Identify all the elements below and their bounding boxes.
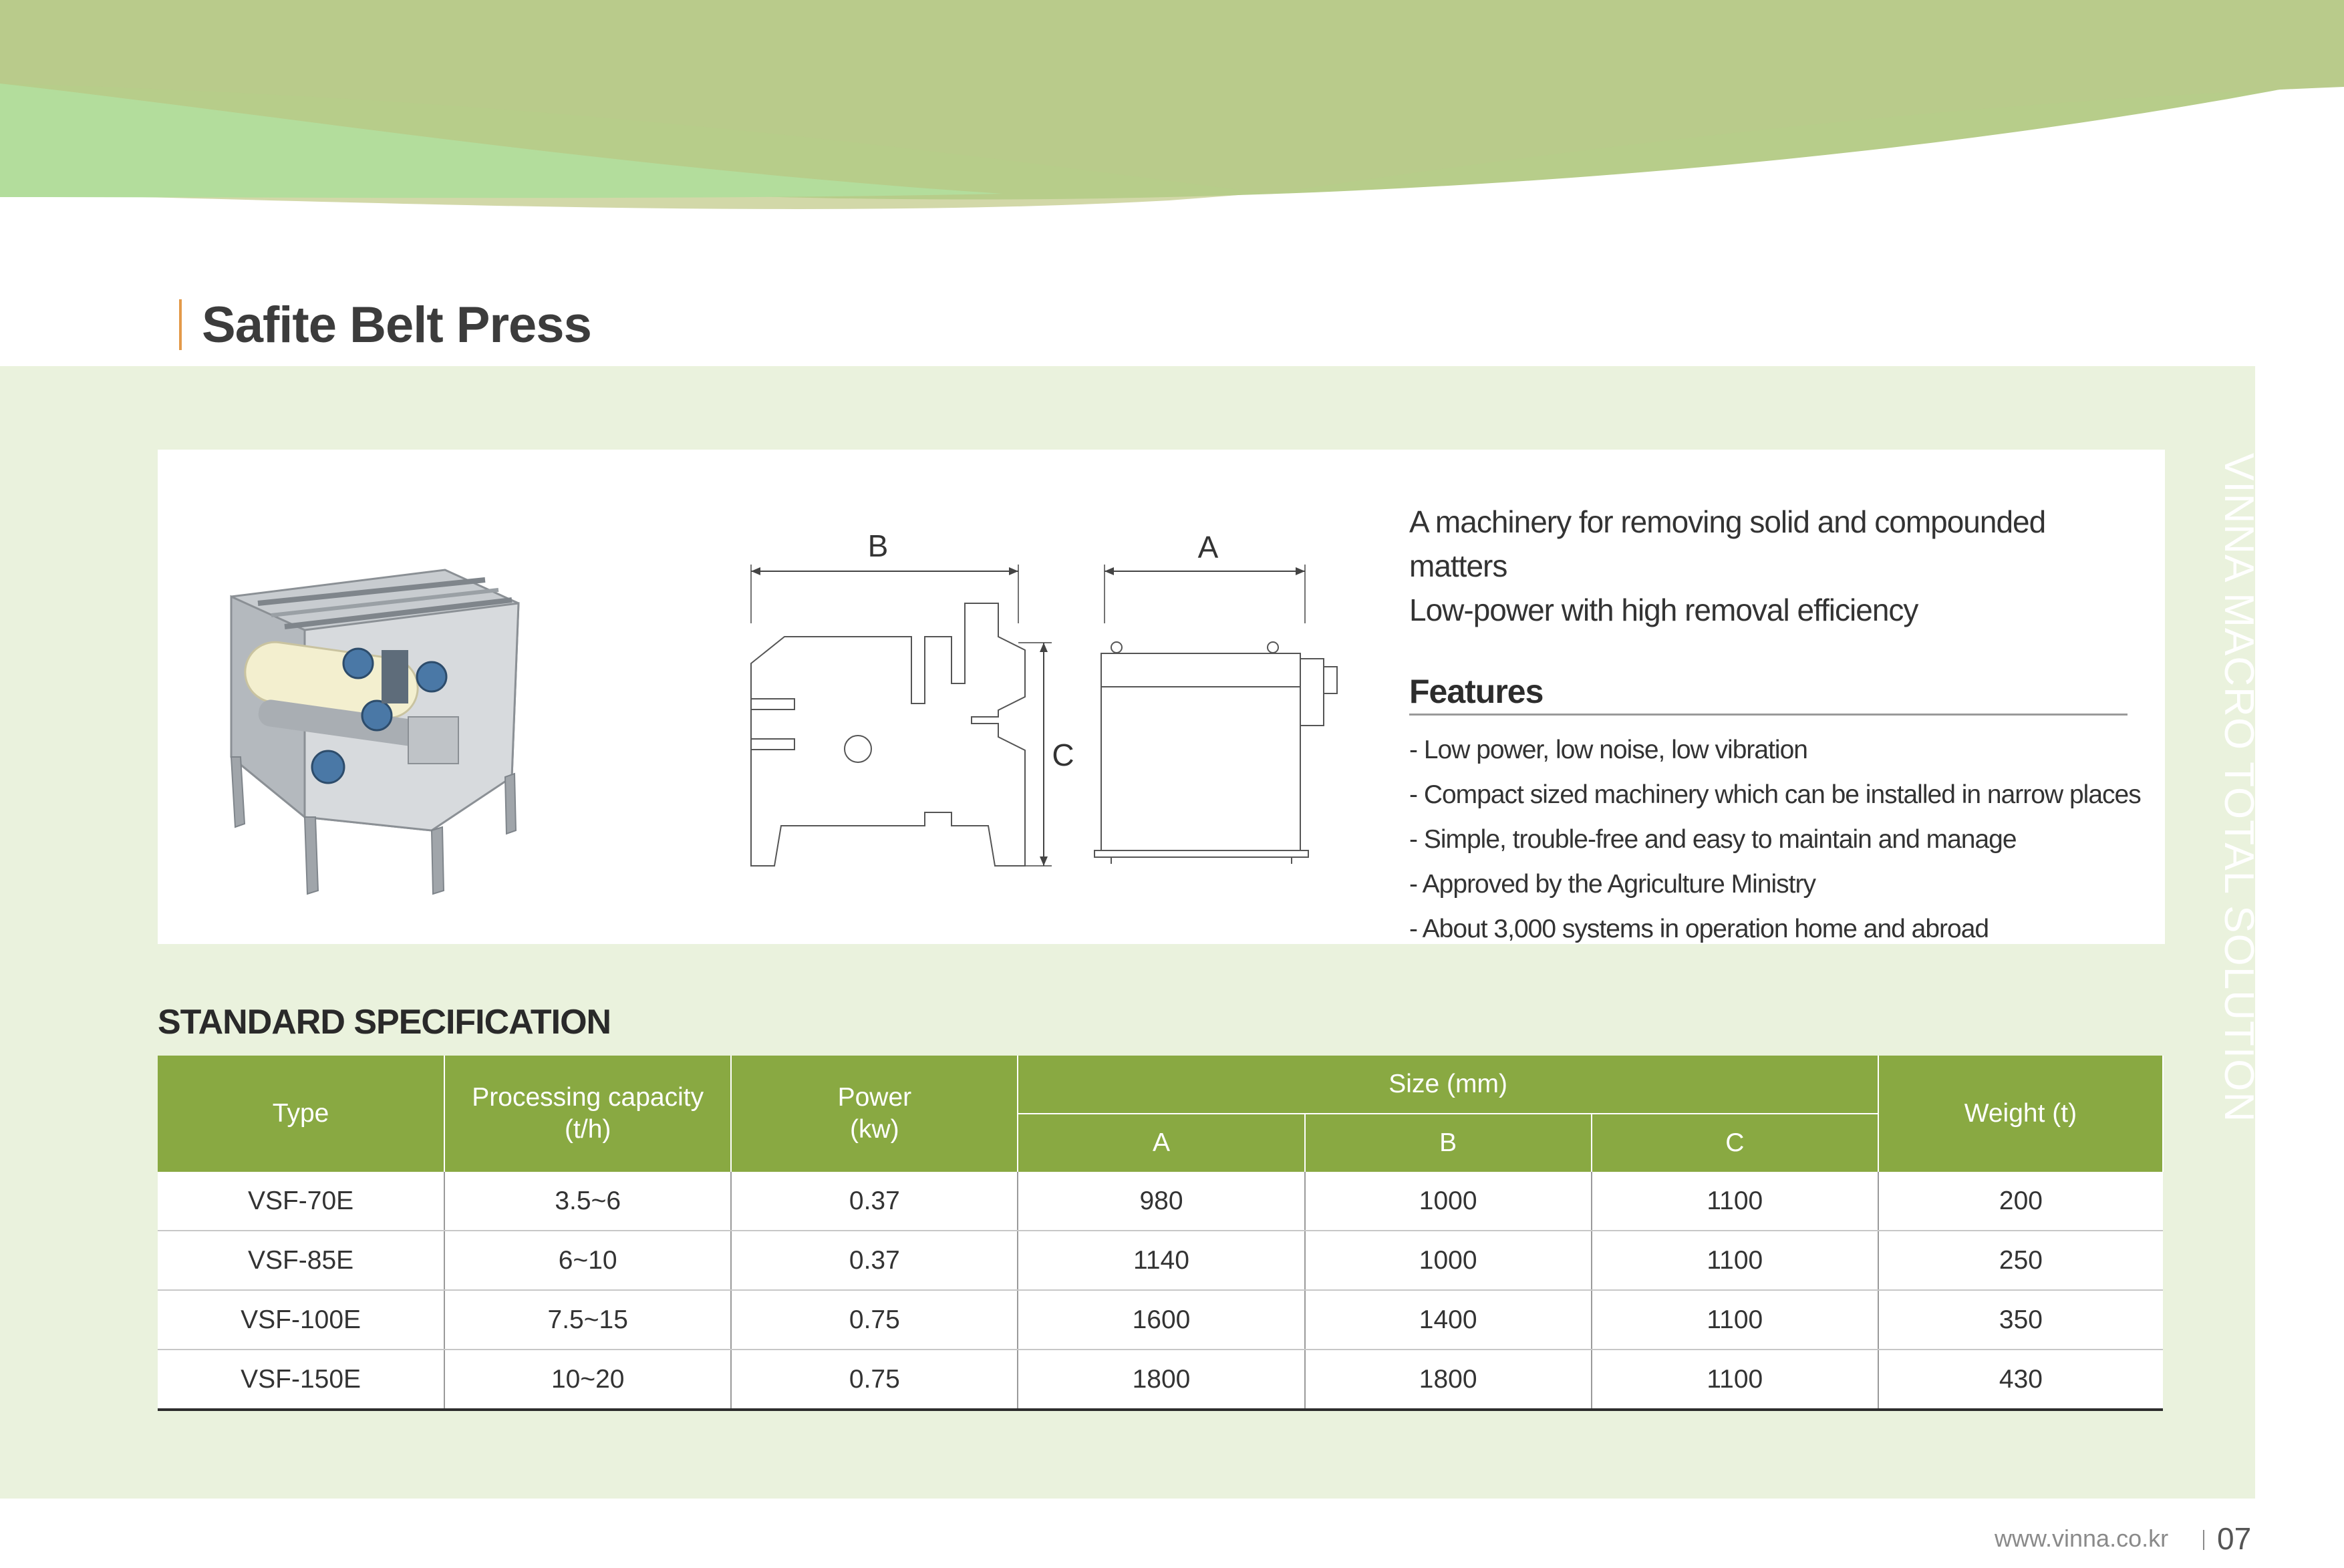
- header-size-c: C: [1592, 1114, 1878, 1172]
- header-capacity-line1: Processing capacity: [472, 1083, 704, 1112]
- header-weight: Weight (t): [1878, 1056, 2163, 1172]
- side-watermark-text: VINNA MACRO TOTAL SOLUTION: [2216, 453, 2262, 1123]
- page-title-block: [179, 293, 591, 357]
- cell-type: VSF-70E: [158, 1172, 444, 1231]
- cell-size-b: 1800: [1305, 1350, 1592, 1410]
- cell-size-c: 1100: [1592, 1290, 1878, 1350]
- cell-weight: 250: [1878, 1231, 2163, 1290]
- spec-heading: STANDARD SPECIFICATION: [158, 1003, 611, 1042]
- belt-press-machine-image: [218, 557, 686, 917]
- page-number: 07: [2217, 1521, 2252, 1556]
- table-row: [158, 1290, 2163, 1350]
- drawing-label-b: B: [867, 528, 889, 563]
- header-power: [731, 1056, 1018, 1172]
- product-card: [158, 450, 2165, 944]
- title-accent-bar: [179, 299, 182, 350]
- cell-size-c: 1100: [1592, 1231, 1878, 1290]
- cell-size-a: 1800: [1018, 1350, 1304, 1410]
- product-description: [1409, 500, 2144, 951]
- cell-size-b: 1000: [1305, 1231, 1592, 1290]
- cell-power: 0.37: [731, 1172, 1018, 1231]
- cell-size-b: 1000: [1305, 1172, 1592, 1231]
- header-power-line2: (kw): [850, 1115, 899, 1144]
- cell-type: VSF-100E: [158, 1290, 444, 1350]
- cell-size-a: 1140: [1018, 1231, 1304, 1290]
- feature-item: - Low power, low noise, low vibration: [1409, 736, 1807, 764]
- drawing-label-c: C: [1052, 738, 1074, 772]
- footer-divider: [2203, 1530, 2204, 1550]
- intro-line: A machinery for removing solid and compounded matters: [1409, 504, 2046, 583]
- feature-item: - Simple, trouble-free and easy to maintain and manage: [1409, 825, 2017, 854]
- cell-capacity: 7.5~15: [444, 1290, 731, 1350]
- cell-size-a: 980: [1018, 1172, 1304, 1231]
- cell-power: 0.75: [731, 1350, 1018, 1410]
- feature-item: - About 3,000 systems in operation home and abroad: [1409, 915, 1989, 943]
- cell-size-a: 1600: [1018, 1290, 1304, 1350]
- cell-size-b: 1400: [1305, 1290, 1592, 1350]
- footer-website: www.vinna.co.kr: [1995, 1525, 2169, 1552]
- cell-capacity: 10~20: [444, 1350, 731, 1410]
- feature-item: - Compact sized machinery which can be installed in narrow places: [1409, 780, 2141, 809]
- drawing-label-a: A: [1197, 530, 1219, 565]
- table-row: [158, 1172, 2163, 1231]
- header-size-a: A: [1018, 1114, 1304, 1172]
- cell-size-c: 1100: [1592, 1350, 1878, 1410]
- cell-power: 0.75: [731, 1290, 1018, 1350]
- feature-list: [1409, 728, 2144, 951]
- cell-weight: 430: [1878, 1350, 2163, 1410]
- cell-type: VSF-150E: [158, 1350, 444, 1410]
- cell-weight: 350: [1878, 1290, 2163, 1350]
- cell-size-c: 1100: [1592, 1172, 1878, 1231]
- header-size-b: B: [1305, 1114, 1592, 1172]
- page-title: Safite Belt Press: [202, 296, 591, 353]
- spec-table: [158, 1056, 2164, 1411]
- header-power-line1: Power: [837, 1083, 912, 1112]
- header-capacity-line2: (t/h): [565, 1115, 611, 1144]
- top-wave-banner: [0, 0, 2344, 220]
- header-size: Size (mm): [1018, 1056, 1878, 1114]
- table-row: [158, 1231, 2163, 1290]
- cell-capacity: 3.5~6: [444, 1172, 731, 1231]
- intro-line: Low-power with high removal efficiency: [1409, 593, 1918, 627]
- table-row: [158, 1350, 2163, 1410]
- cell-weight: 200: [1878, 1172, 2163, 1231]
- header-type: Type: [158, 1056, 444, 1172]
- cell-capacity: 6~10: [444, 1231, 731, 1290]
- feature-item: - Approved by the Agriculture Ministry: [1409, 870, 1815, 899]
- header-capacity: [444, 1056, 731, 1172]
- cell-power: 0.37: [731, 1231, 1018, 1290]
- features-heading: Features: [1409, 672, 2128, 716]
- cell-type: VSF-85E: [158, 1231, 444, 1290]
